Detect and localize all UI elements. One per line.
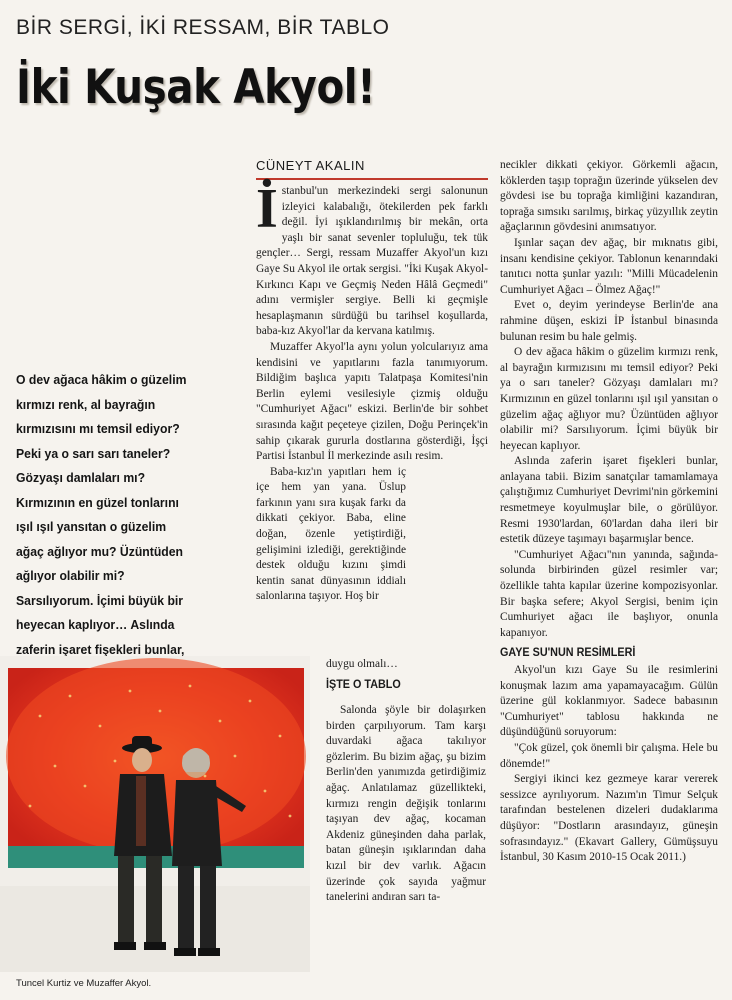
headline: İki Kuşak Akyol!: [16, 60, 376, 115]
exhibition-photo: [0, 656, 310, 972]
paragraph: Baba-kız'ın yapıtları hem iç içe hem yan yana. Üslup farkının yanı sıra kuşak farkı da dikkati çekiyor. Baba, eline doğan, özenle yetiştirdiği, gelişimini izlediği, gerektiğinde destek olduğu kızını şimdi kentin sanat dünyasının iddialı salonlarına taşıyor. Hoş bir: [256, 465, 406, 603]
paragraph: [256, 178, 488, 340]
paragraph: Akyol'un kızı Gaye Su ile resimlerini konuşmak lazım ama yapamayacağım. Gülün üzerine gül koklanmıyor. Sadece babasının "Cumhuriyet" tablosu hakkında ne düşündüğünü soruyorum:: [500, 664, 718, 739]
section-subhead: İŞTE O TABLO: [326, 676, 401, 691]
drop-cap: İ: [256, 178, 278, 240]
pull-quote: O dev ağaca hâkim o güzelim kırmızı renk, al bayrağın kırmızısını mı temsil ediyor? Peki ya o sarı sarı taneler? Gözyaşı damlaları mı? Kırmızının en güzel tonlarını ışıl ışıl yansıtan o güzelim ağaç ağlıyor mu? Üzüntüden ağlıyor olabilir mi? Sarsılıyorum. İçimi büyük bir heyecan kaplıyor… Aslında zaferin işaret fişekleri bunlar,: [16, 372, 187, 657]
paragraph: Sergiyi ikinci kez gezmeye karar vererek sessizce ayrılıyorum. Nazım'ın Timur Selçuk tarafından bestelenen dizeleri dudaklarıma düşüyor: "Dostların arasındayız, güneşin sofrasındayız." (Ekavart Gallery, Gümüşsuyu İstanbul, 30 Kasım 2010-15 Ocak 2011.): [500, 773, 718, 864]
paragraph: Muzaffer Akyol'la aynı yolun yolcularıyız ama kendisini ve yapıtlarını fazla tanımıyorum. Bildiğim başlıca yapıtı Talatpaşa Komitesi'nin Berlin eylemi vesilesiyle çizmiş olduğu "Cumhuriyet Ağacı" eskizi. Berlin'de bir sohbet sırasında kağıt peçeteye çizilen, Doğu Perinçek'in sahip çıkarak gururla dostlarına gösterdiği, İşçi Partisi İstanbul İl merkezinde asılı resim.: [256, 340, 488, 463]
article-column-1: [256, 178, 488, 605]
byline: CÜNEYT AKALIN: [256, 158, 488, 180]
article-column-1-lower: [326, 703, 486, 906]
paragraph: "Çok güzel, çok önemli bir çalışma. Hele bu dönemde!": [500, 741, 718, 770]
paragraph: Salonda şöyle bir dolaşırken birden çarpılıyorum. Tam karşı duvardaki ağaca takılıyor gözlerim. Bu bizim ağaç, şu bizim Berlin'den yanımızda getirdiğimiz ağaç. Anlatılamaz güzellikteki, kırmızı rengin değişik tonlarını taşıyan dev ağaç, kocaman Akdeniz güneşinden daha parlak, batan güneşin ışıklarından daha kızıl bir dev varlık. Ağacın üzerinde çok sayıda yağmur tanelerini andıran sarı ta-: [326, 704, 486, 904]
paragraph: necikler dikkati çekiyor. Görkemli ağacın, köklerden taşıp toprağın üzerinde yükselen dev gövdesi ise bu toprağa kimliğini kazandıran, toprağa sımsıkı sarılmış, birkaç yüzyıllık zeytin ağaçlarının gövdesini anımsatıyor.: [500, 159, 718, 234]
paragraph: Evet o, deyim yerindeyse Berlin'de ana rahmine düşen, eskizi İP İstanbul binasında bulunan resim bu hale gelmiş.: [500, 299, 718, 343]
paragraph: O dev ağaca hâkim o güzelim kırmızı renk, al bayrağın kırmızısını mı temsil ediyor? Peki ya o sarı taneler? Gözyaşı damlaları mı? Kırmızının en güzel tonlarını ışıl ışıl yansıtan o güzelim ağaç ağlıyor mu? Üzüntüden ağlıyor olabilir mi? Sarsılıyorum. İçimi büyük bir heyecan kaplıyor.: [500, 346, 718, 452]
article-column-2: [500, 158, 718, 866]
paragraph: Aslında zaferin işaret fişekleri bunlar, anlayana tabii. Bizim sanatçılar tamamlamaya çalıştığımız Cumhuriyet Devrimi'nin görkemini resmetmeye koyulmuşlar bile, o görülüyor. Resmi 1930'lardan, 60'lardan daha ileri bir estetik düzeye taşımayı başarmışlar bence.: [500, 455, 718, 546]
paragraph: Işınlar saçan dev ağaç, bir mıknatıs gibi, insanı kendisine çekiyor. Tablonun kenarındaki tanıtıcı notta şunlar yazılı: "Milli Mücadelenin Cumhuriyet Ağacı – Ölmez Ağaç!": [500, 236, 718, 296]
paragraph-text: stanbul'un merkezindeki sergi salonunun izleyici kalabalığı, ötekilerden pek farklı değil. İyi ışıklandırılmış bir mekân, orta yaşlı bir sanat sevenler topluluğu, tek tük gençler… Sergi, ressam Muzaffer Akyol'un kızı Gaye Su Akyol ile ortak sergisi. "İki Kuşak Akyol- Kırkıncı Kapı ve Geçmiş Neden Hâlâ Geçmedi" adını vermişler sergiye. Belli ki geçmişle hesaplaşmanın sürdüğü bu tarihsel koşullarda, baba-kız Akyol'lar da kervana katılmış.: [256, 185, 488, 338]
paragraph: "Cumhuriyet Ağacı"nın yanında, sağında-solunda birbirinden güzel resimler var; özellikle tahta kapılar üzerine kompozisyonlar. Bir başka sefere; Akyol Sergisi, benim için Cumhuriyet ağacı ile başlıyor, onunla kapanıyor.: [500, 548, 718, 639]
kicker: BİR SERGİ, İKİ RESSAM, BİR TABLO: [16, 16, 390, 39]
paragraph: duygu olmalı…: [326, 658, 398, 670]
photo-caption: Tuncel Kurtiz ve Muzaffer Akyol.: [16, 978, 152, 989]
painting-and-artists-illustration: [0, 656, 310, 972]
article-column-1-continued: [326, 657, 486, 694]
section-subhead: GAYE SU'NUN RESİMLERİ: [500, 645, 636, 660]
